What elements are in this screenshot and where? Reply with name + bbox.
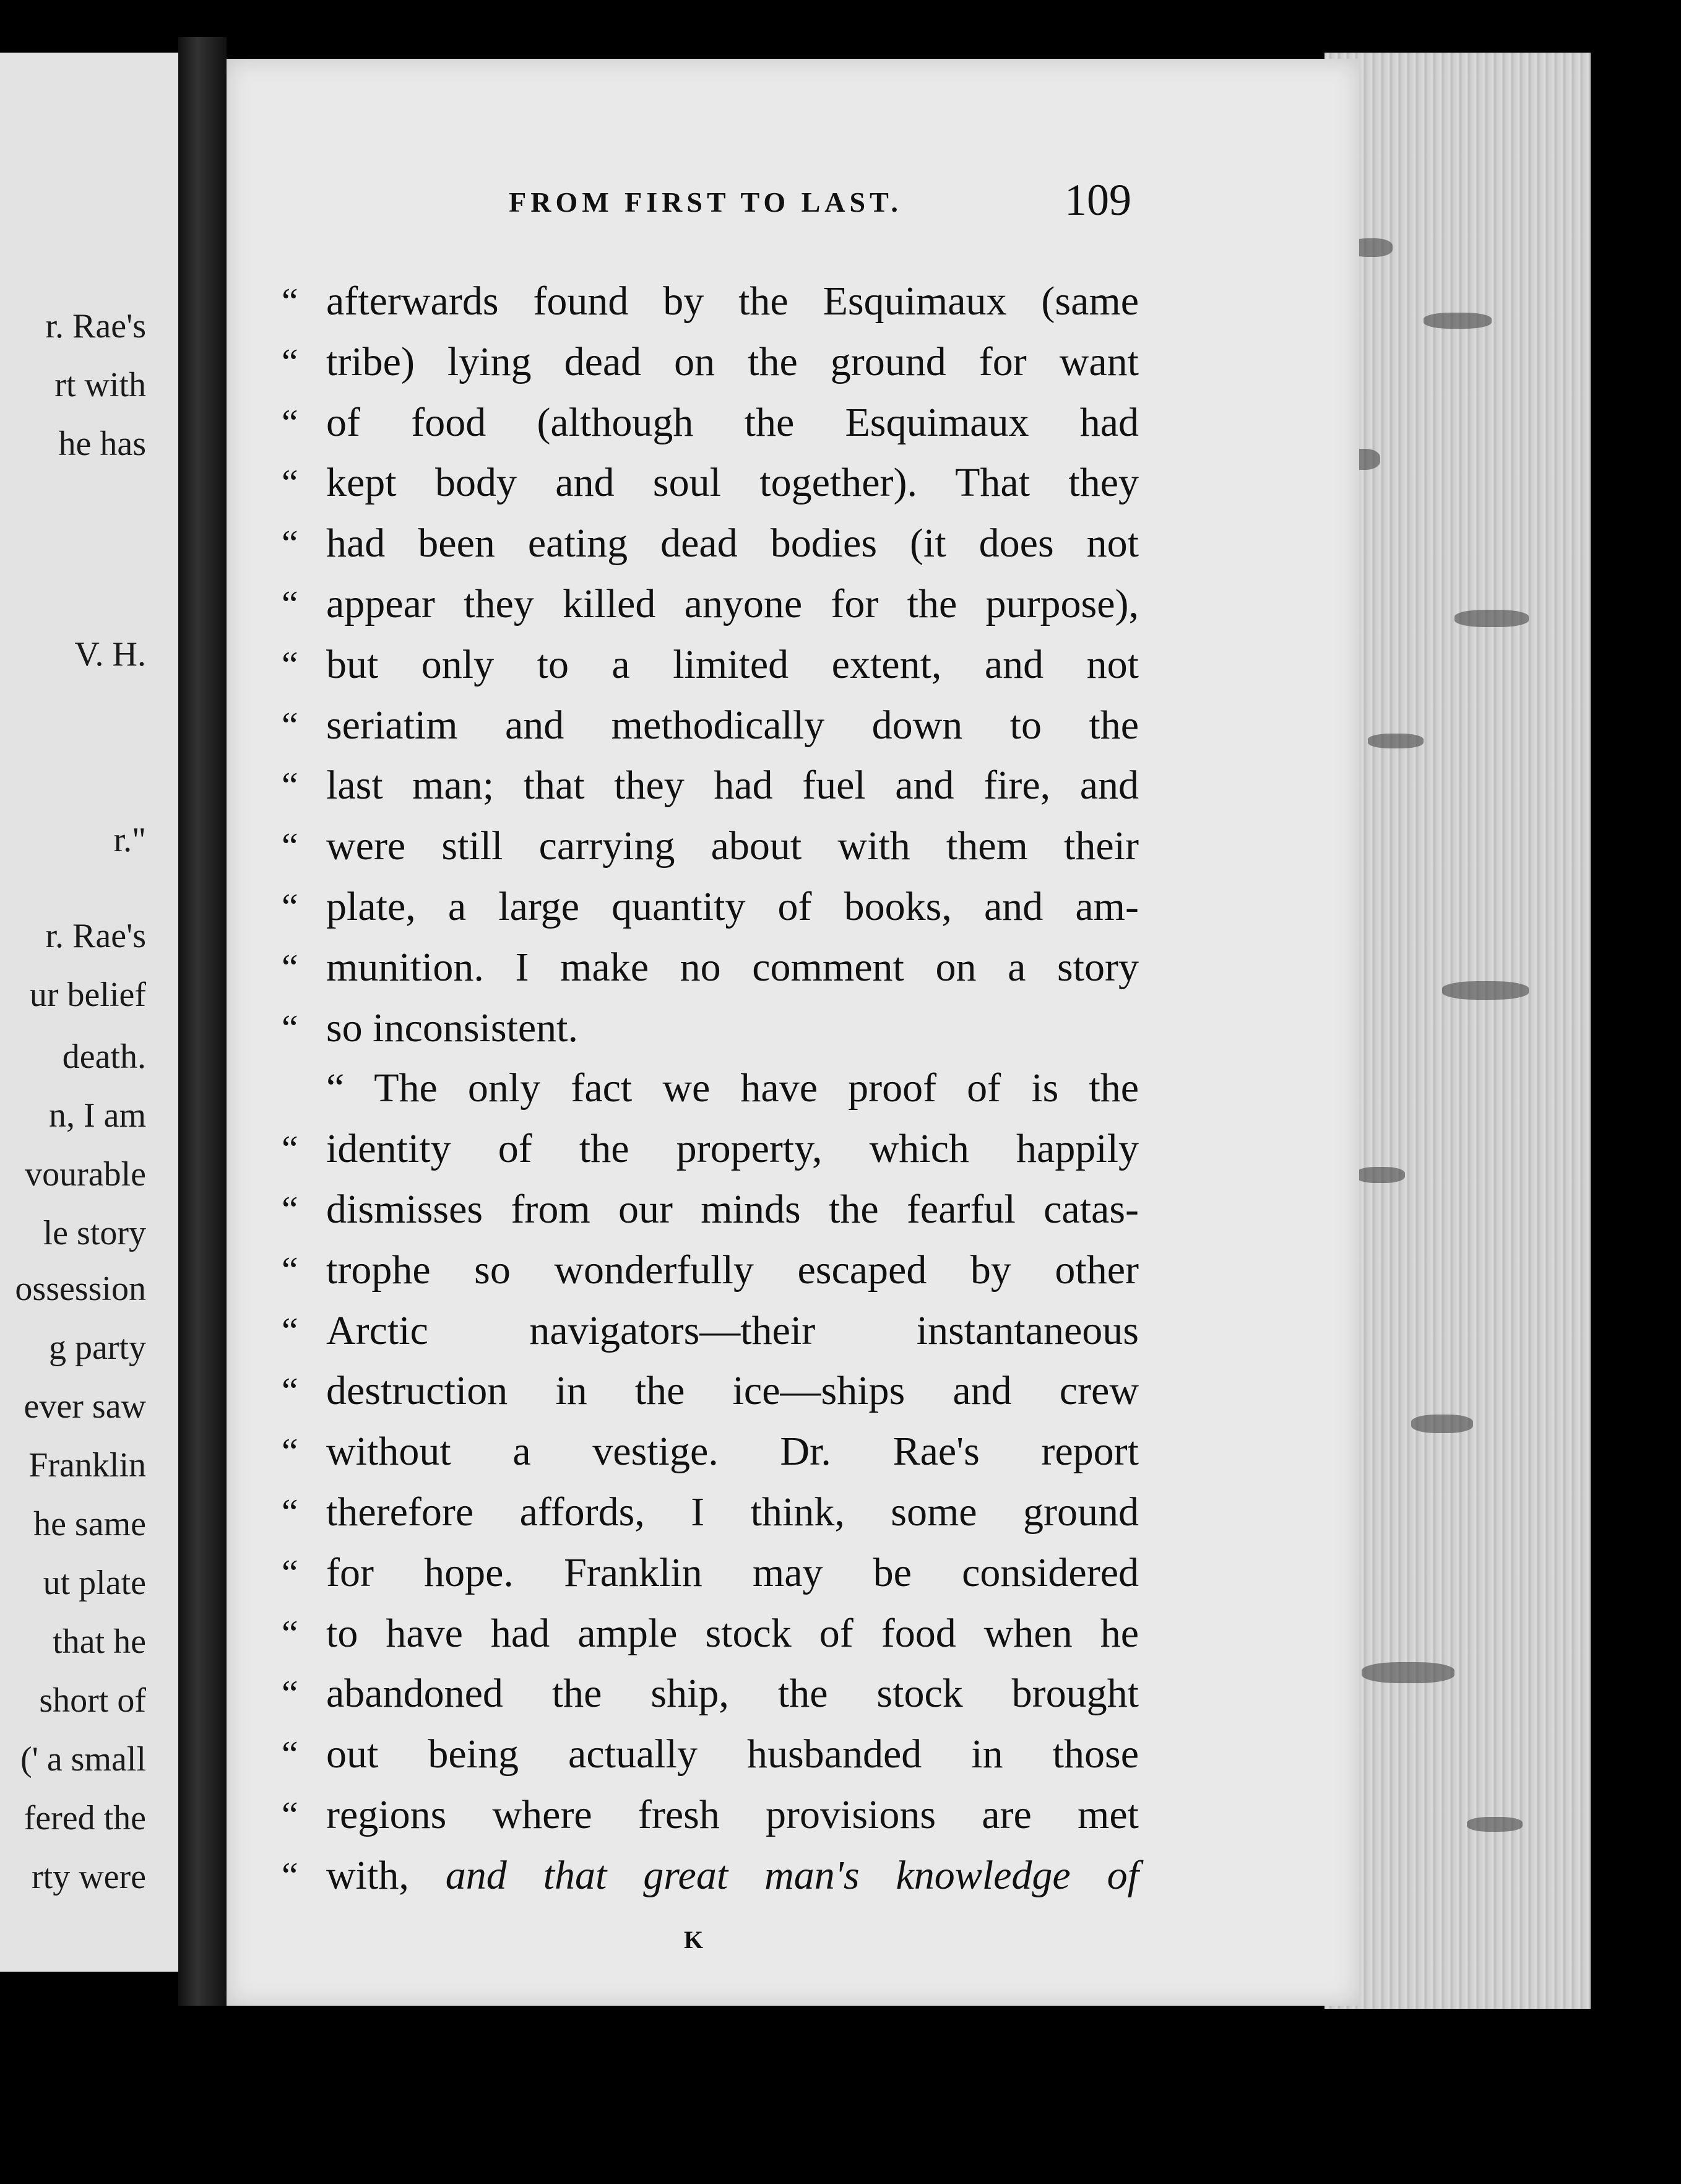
quote-mark: “ xyxy=(282,765,298,807)
text-line xyxy=(282,392,1139,453)
running-title: FROM FIRST TO LAST. xyxy=(509,186,902,218)
text-line xyxy=(282,1119,1139,1179)
text-line xyxy=(282,332,1139,392)
line-text: identity of the property, which happily xyxy=(326,1126,1139,1172)
text-line xyxy=(282,1785,1139,1845)
line-text: to have had ample stock of food when he xyxy=(326,1610,1139,1656)
left-fragment: n, I am xyxy=(48,1096,146,1135)
quote-mark: “ xyxy=(282,1855,298,1896)
quote-mark: “ xyxy=(282,1673,298,1715)
quote-mark: “ xyxy=(282,1371,298,1412)
quote-mark: “ xyxy=(282,1189,298,1230)
left-fragment: short of xyxy=(39,1681,146,1720)
line-text: destruction in the ice—ships and crew xyxy=(326,1368,1139,1414)
left-fragment: le story xyxy=(43,1214,146,1252)
line-text: afterwards found by the Esquimaux (same xyxy=(326,279,1139,324)
quote-mark: “ xyxy=(282,341,298,383)
quote-mark: “ xyxy=(282,281,298,322)
left-fragment: ur belief xyxy=(29,976,146,1014)
text-line xyxy=(282,574,1139,635)
signature-mark: K xyxy=(684,1926,704,1954)
left-fragment: rty were xyxy=(31,1858,146,1896)
line-text: last man; that they had fuel and fire, and xyxy=(326,763,1139,808)
foxing-mark xyxy=(1454,610,1529,627)
quote-mark: “ xyxy=(282,1734,298,1775)
left-fragment: he has xyxy=(58,425,146,463)
quote-mark: “ xyxy=(282,1491,298,1533)
line-text: but only to a limited extent, and not xyxy=(326,641,1139,687)
text-line xyxy=(282,998,1139,1059)
line-text: seriatim and methodically down to the xyxy=(326,702,1139,748)
page-fore-edge xyxy=(1324,53,1591,2009)
line-text: for hope. Franklin may be considered xyxy=(326,1549,1139,1595)
quote-mark: “ xyxy=(282,1794,298,1835)
quote-mark: “ xyxy=(282,1310,298,1351)
text-line xyxy=(282,1482,1139,1543)
book-gutter xyxy=(178,37,227,2006)
foxing-mark xyxy=(1424,313,1492,329)
line-text: were still carrying about with them their xyxy=(326,823,1139,869)
line-text xyxy=(326,1845,1139,1906)
line-text: so inconsistent. xyxy=(326,1005,578,1051)
left-fragment: he same xyxy=(33,1505,146,1543)
line-text: of food (although the Esquimaux had xyxy=(326,399,1139,445)
text-line xyxy=(282,453,1139,513)
line-text: appear they killed anyone for the purpose), xyxy=(326,581,1139,626)
text-line xyxy=(282,1421,1139,1482)
left-facing-page xyxy=(0,53,178,1972)
line-text: therefore affords, I think, some ground xyxy=(326,1489,1139,1535)
left-fragment: g party xyxy=(48,1328,146,1367)
text-line xyxy=(282,1058,1139,1119)
left-fragment: r. Rae's xyxy=(45,917,146,955)
left-fragment: ever saw xyxy=(24,1387,146,1426)
line-text: regions where fresh provisions are met xyxy=(326,1792,1139,1837)
left-fragment: ut plate xyxy=(43,1564,146,1602)
text-line xyxy=(282,1301,1139,1361)
quote-mark: “ xyxy=(282,1249,298,1291)
left-fragment: r." xyxy=(113,821,146,859)
text-line xyxy=(282,755,1139,816)
line-text: Arctic navigators—their instantaneous xyxy=(326,1307,1139,1353)
foxing-mark xyxy=(1368,734,1424,748)
quote-mark: “ xyxy=(282,947,298,988)
quote-mark: “ xyxy=(282,462,298,504)
foxing-mark xyxy=(1442,981,1529,1000)
line-text: plate, a large quantity of books, and am- xyxy=(326,883,1139,929)
text-line xyxy=(282,1361,1139,1421)
quote-mark: “ xyxy=(282,583,298,625)
left-fragment: fered the xyxy=(24,1799,146,1837)
text-line xyxy=(282,271,1139,332)
foxing-mark xyxy=(1411,1415,1473,1433)
left-fragment: (' a small xyxy=(20,1740,146,1779)
quote-mark: “ xyxy=(282,826,298,867)
left-fragment: vourable xyxy=(25,1155,146,1194)
text-line xyxy=(282,937,1139,998)
quote-mark: “ xyxy=(282,1007,298,1049)
text-line xyxy=(282,816,1139,877)
left-fragment: that he xyxy=(53,1623,146,1661)
text-line xyxy=(282,1240,1139,1301)
quote-mark: “ xyxy=(282,1129,298,1170)
body-text xyxy=(282,271,1139,1906)
quote-mark: “ xyxy=(282,644,298,685)
foxing-mark xyxy=(1467,1817,1523,1832)
line-text: munition. I make no comment on a story xyxy=(326,944,1139,990)
left-fragment: V. H. xyxy=(74,635,146,674)
foxing-mark xyxy=(1362,1662,1454,1683)
line-text: without a vestige. Dr. Rae's report xyxy=(326,1429,1139,1475)
page-number: 109 xyxy=(1065,175,1131,225)
left-fragment: ossession xyxy=(15,1270,146,1308)
text-line xyxy=(282,1603,1139,1664)
quote-mark: “ xyxy=(282,1613,298,1654)
roman-text: with, xyxy=(326,1852,446,1898)
line-text: dismisses from our minds the fearful catas- xyxy=(326,1186,1139,1232)
left-fragment: Franklin xyxy=(28,1446,146,1484)
text-line xyxy=(282,1724,1139,1785)
left-fragment: rt with xyxy=(54,366,146,404)
line-text: had been eating dead bodies (it does not xyxy=(326,521,1139,566)
text-line xyxy=(282,1663,1139,1724)
italic-text: and that great man's knowledge of xyxy=(445,1852,1139,1898)
text-line xyxy=(282,1179,1139,1240)
text-line xyxy=(282,1845,1139,1906)
left-fragment: death. xyxy=(62,1038,146,1076)
line-text: abandoned the ship, the stock brought xyxy=(326,1671,1139,1717)
quote-mark: “ xyxy=(282,704,298,746)
foxing-mark xyxy=(1355,1167,1405,1183)
text-line xyxy=(282,1543,1139,1603)
quote-mark: “ xyxy=(282,402,298,443)
text-line xyxy=(282,513,1139,574)
text-line xyxy=(282,877,1139,937)
text-line xyxy=(282,695,1139,756)
line-text: trophe so wonderfully escaped by other xyxy=(326,1247,1139,1293)
quote-mark: “ xyxy=(282,886,298,927)
line-text: out being actually husbanded in those xyxy=(326,1731,1139,1777)
line-text: “ The only fact we have proof of is the xyxy=(326,1065,1139,1111)
quote-mark: “ xyxy=(282,523,298,565)
left-fragment: r. Rae's xyxy=(45,307,146,345)
quote-mark: “ xyxy=(282,1552,298,1593)
line-text: kept body and soul together). That they xyxy=(326,460,1139,506)
quote-mark: “ xyxy=(282,1431,298,1473)
line-text: tribe) lying dead on the ground for want xyxy=(326,339,1139,384)
text-line xyxy=(282,635,1139,695)
